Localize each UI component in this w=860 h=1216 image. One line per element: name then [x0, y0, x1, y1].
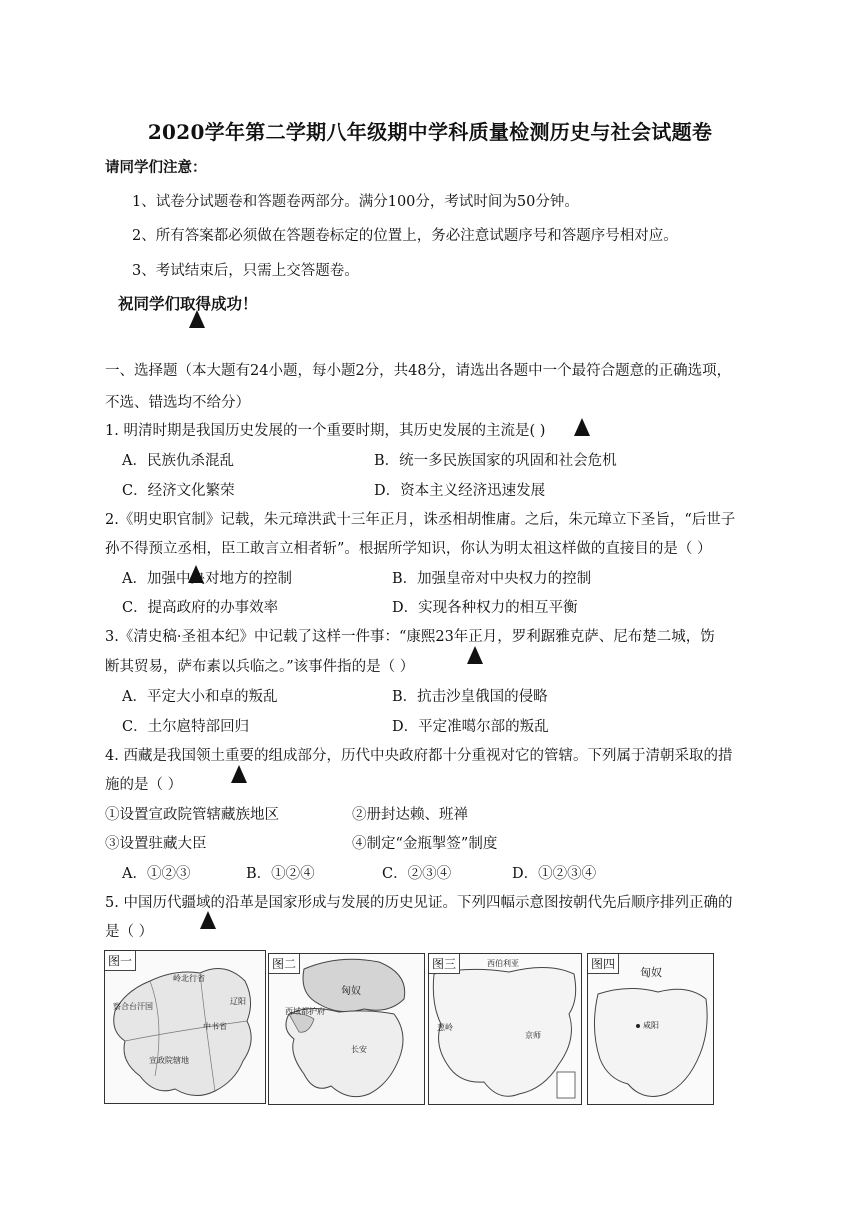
map-place: 匈奴: [640, 966, 662, 979]
map-figure-1: [104, 950, 266, 1104]
option-c: C．土尔扈特部回归: [122, 719, 250, 735]
triangle-mark-icon: [188, 565, 204, 583]
map-figure-3: [428, 953, 582, 1105]
option-a: A．平定大小和卓的叛乱: [122, 689, 278, 705]
page-title: 2020学年第二学期八年级期中学科质量检测历史与社会试题卷: [147, 120, 713, 144]
option-c: C．提高政府的办事效率: [122, 600, 279, 616]
triangle-mark-icon: [231, 765, 247, 783]
question-1-stem: 1. 明清时期是我国历史发展的一个重要时期，其历史发展的主流是( ): [105, 423, 546, 439]
map-figure-4: [587, 953, 714, 1105]
triangle-mark-icon: [467, 646, 483, 664]
map-place: 西伯利亚: [487, 959, 519, 968]
map-label: 图二: [269, 954, 300, 974]
statement-4: ④制定“金瓶掣签”制度: [352, 836, 498, 852]
map-place: 京师: [525, 1031, 541, 1040]
option-d: D．①②③④: [512, 866, 597, 882]
triangle-mark-icon: [189, 310, 205, 328]
question-5-stem: 5. 中国历代疆域的沿革是国家形成与发展的历史见证。下列四幅示意图按朝代先后顺序排列正确的: [105, 895, 733, 911]
section-heading: 一、选择题（本大题有24小题，每小题2分，共48分，请选出各题中一个最符合题意的正确选项，: [105, 363, 732, 379]
map-label: 图三: [429, 954, 460, 974]
notice-item: 1、试卷分试题卷和答题卷两部分。满分100分，考试时间为50分钟。: [132, 194, 579, 210]
map-place: 葱岭: [437, 1023, 453, 1032]
map-figure-2: [268, 953, 425, 1105]
map-place: 宣政院辖地: [149, 1056, 189, 1065]
option-c: C．②③④: [382, 866, 452, 882]
question-3-stem: 3.《清史稿·圣祖本纪》中记载了这样一件事：“康熙23年正月，罗利踞雅克萨、尼布楚二城，饬: [105, 629, 715, 645]
option-a: A．加强中央对地方的控制: [122, 571, 292, 587]
option-a: A．①②③: [122, 866, 191, 882]
option-c: C．经济文化繁荣: [122, 483, 235, 499]
option-b: B．统一多民族国家的巩固和社会危机: [374, 453, 617, 469]
map-place: 岭北行省: [173, 974, 205, 983]
option-b: B．抗击沙皇俄国的侵略: [392, 689, 548, 705]
question-4-stem-cont: 施的是（ ）: [105, 777, 183, 793]
statement-1: ①设置宣政院管辖藏族地区: [105, 807, 279, 823]
statement-3: ③设置驻藏大臣: [105, 836, 207, 852]
map-place: 西域都护府: [285, 1007, 325, 1016]
map-place: 匈奴: [341, 986, 361, 997]
question-3-stem-cont: 断其贸易，萨布素以兵临之。”该事件指的是（ ）: [105, 659, 415, 675]
question-2-stem: 2.《明史职官制》记载，朱元璋洪武十三年正月，诛丞相胡惟庸。之后，朱元璋立下圣旨，“后世子: [105, 512, 736, 528]
notice-item: 2、所有答案都必须做在答题卷标定的位置上，务必注意试题序号和答题序号相对应。: [132, 228, 678, 244]
map-place: 察合台汗国: [113, 1002, 153, 1011]
triangle-mark-icon: [200, 911, 216, 929]
notice-item: 3、考试结束后，只需上交答题卷。: [132, 263, 359, 279]
map-label: 图一: [105, 951, 136, 971]
section-heading-cont: 不选、错选均不给分）: [105, 395, 250, 411]
option-a: A．民族仇杀混乱: [122, 453, 234, 469]
notice-heading: 请同学们注意：: [105, 159, 207, 176]
map-label: 图四: [588, 954, 619, 974]
option-d: D．平定准噶尔部的叛乱: [392, 719, 549, 735]
question-5-stem-cont: 是（ ）: [105, 924, 154, 940]
map-place: 辽阳: [230, 997, 246, 1006]
triangle-mark-icon: [574, 418, 590, 436]
option-b: B．①②④: [246, 866, 315, 882]
map-place: 中书省: [203, 1022, 227, 1031]
question-4-stem: 4. 西藏是我国领土重要的组成部分，历代中央政府都十分重视对它的管辖。下列属于清朝采取的措: [105, 748, 733, 764]
map-place: 长安: [351, 1045, 367, 1054]
option-b: B．加强皇帝对中央权力的控制: [392, 571, 592, 587]
option-d: D．实现各种权力的相互平衡: [392, 600, 578, 616]
map-place: 咸阳: [643, 1021, 659, 1030]
option-d: D．资本主义经济迅速发展: [374, 483, 546, 499]
question-2-stem-cont: 孙不得预立丞相，臣工敢言立相者斩”。根据所学知识，你认为明太祖这样做的直接目的是（ ）: [105, 541, 712, 557]
wish-text: 祝同学们取得成功！: [118, 294, 258, 313]
statement-2: ②册封达赖、班禅: [352, 807, 468, 823]
